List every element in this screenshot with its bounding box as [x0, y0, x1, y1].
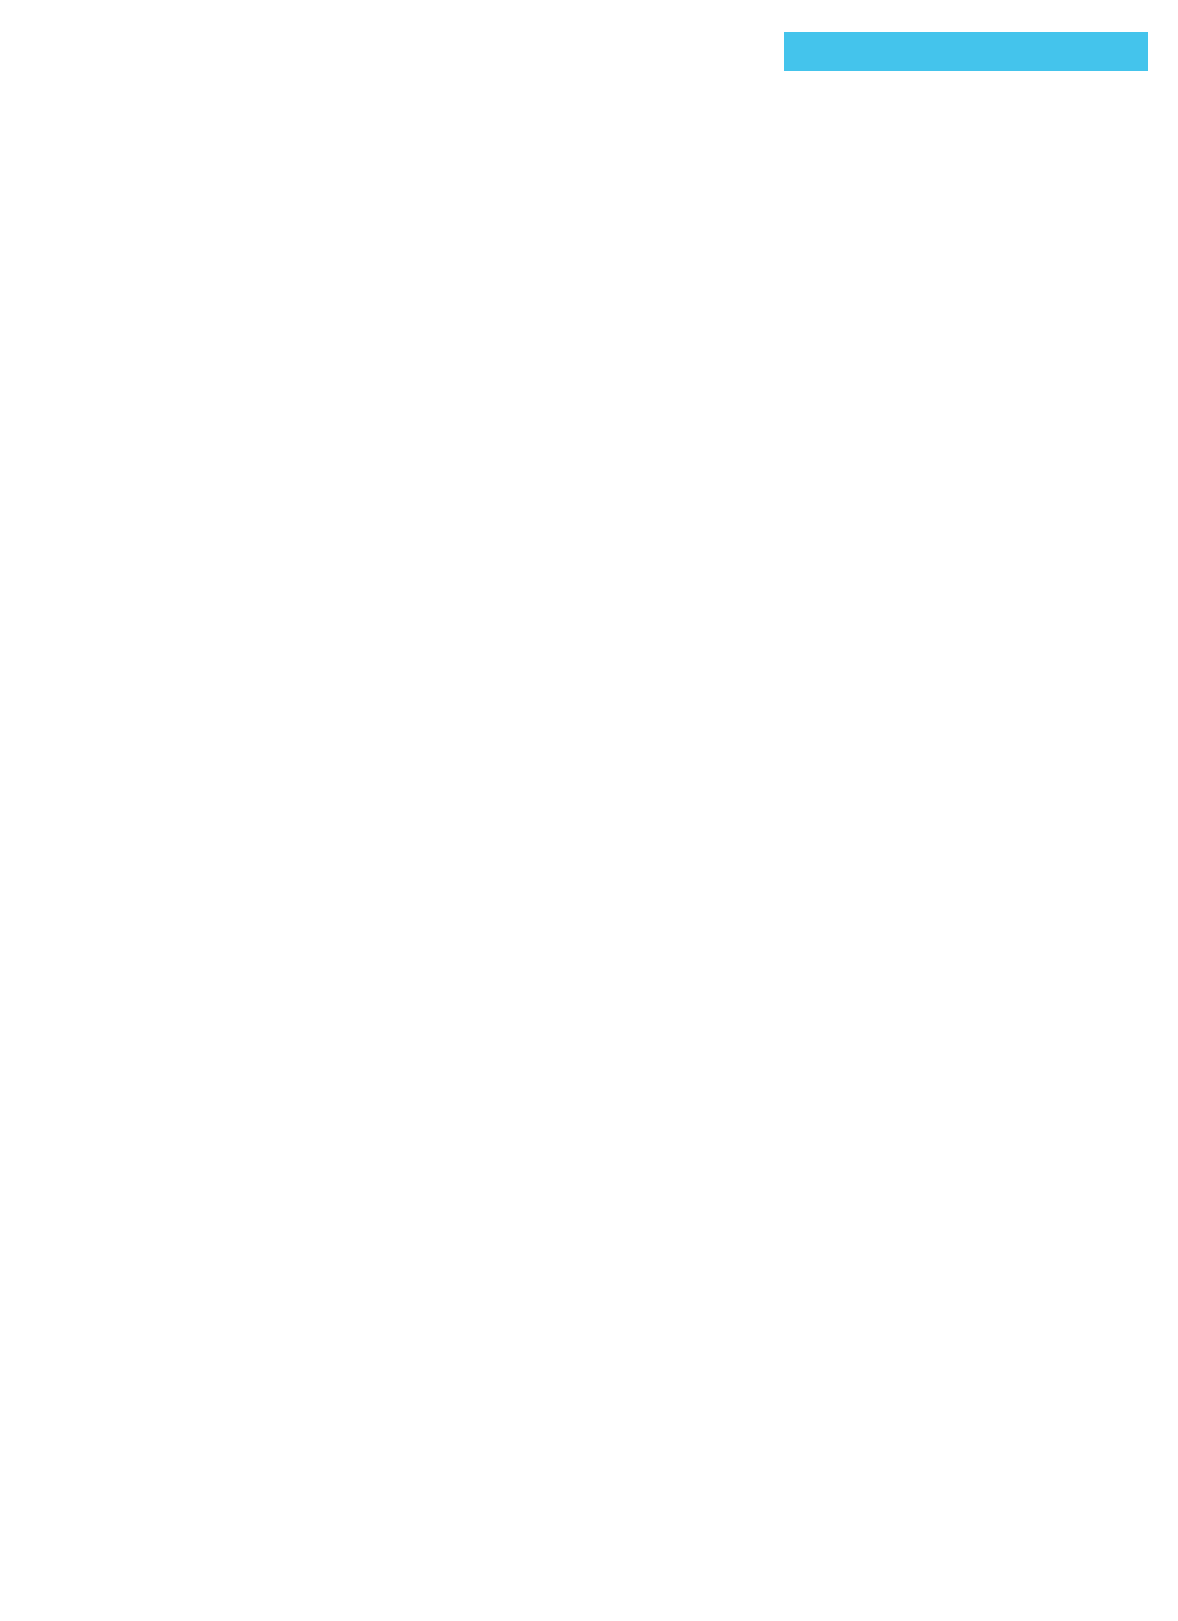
section-banner [784, 32, 1148, 71]
masthead [608, 30, 1148, 72]
